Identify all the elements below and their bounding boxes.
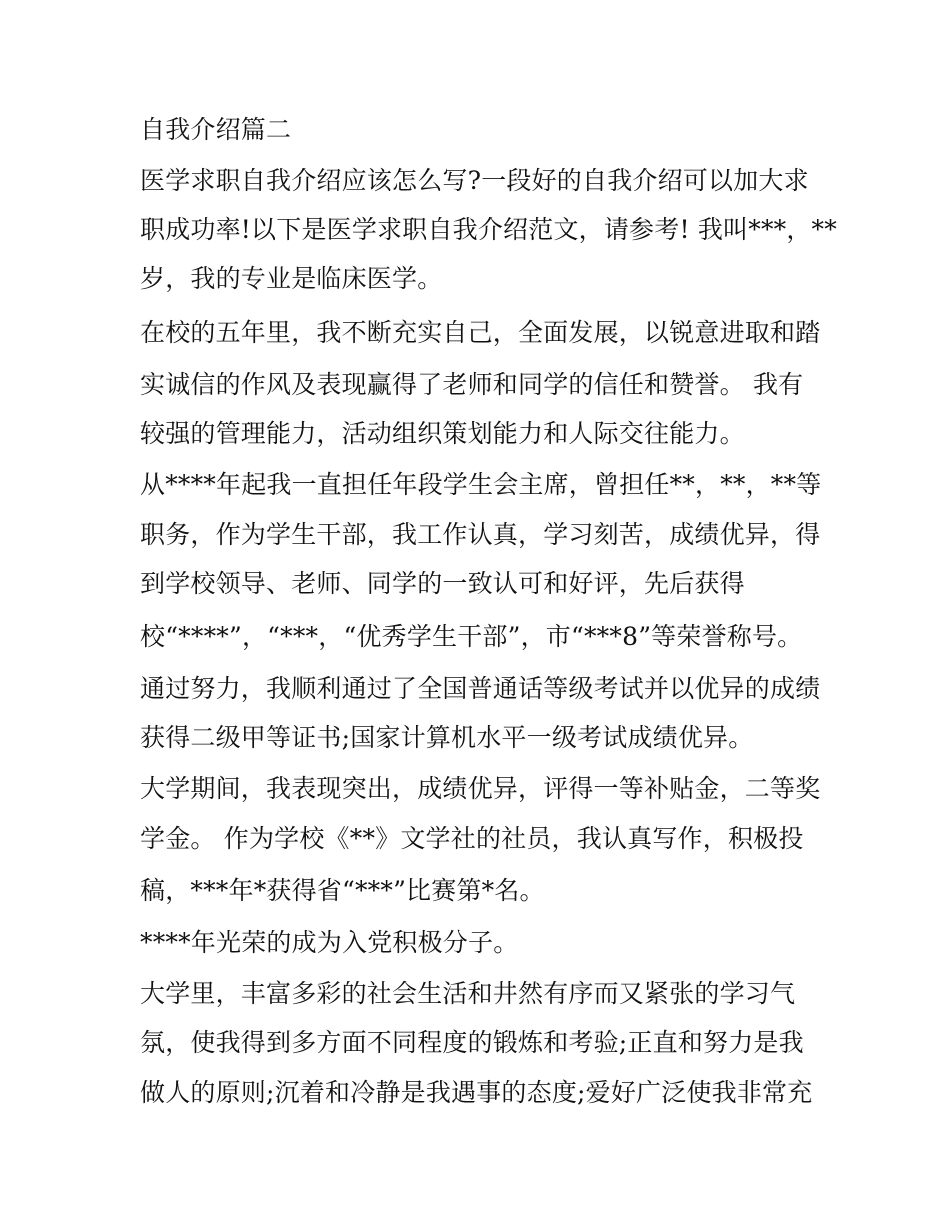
text-line: 从****年起我一直担任年段学生会主席，曾担任**，**，**等 <box>140 470 822 499</box>
text-line: 职务，作为学生干部，我工作认真，学习刻苦，成绩优异，得 <box>140 520 821 549</box>
text-line: 岁，我的专业是临床医学。 <box>140 264 443 293</box>
text-line: 获得二级甲等证书;国家计算机水平一级考试成绩优异。 <box>140 723 754 752</box>
text-line: 大学里，丰富多彩的社会生活和井然有序而又紧张的学习气 <box>140 979 796 1008</box>
text-line: 学金。 作为学校《**》文学社的社员，我认真写作，积极投 <box>140 824 804 853</box>
text-line: 实诚信的作风及表现赢得了老师和同学的信任和赞誉。 我有 <box>140 370 804 399</box>
text-line: 在校的五年里，我不断充实自己，全面发展，以锐意进取和踏 <box>140 318 821 347</box>
text-line: ****年光荣的成为入党积极分子。 <box>140 928 519 957</box>
text-line: 较强的管理能力，活动组织策划能力和人际交往能力。 <box>140 419 745 448</box>
text-line: 稿，***年*获得省“***”比赛第*名。 <box>140 876 545 905</box>
text-line: 校“****”，“***，“优秀学生干部”，市“***8”等荣誉称号。 <box>140 622 803 651</box>
text-line: 通过努力，我顺利通过了全国普通话等级考试并以优异的成绩 <box>140 674 821 703</box>
text-line: 到学校领导、老师、同学的一致认可和好评，先后获得 <box>140 569 745 598</box>
text-line: 做人的原则;沉着和冷静是我遇事的态度;爱好广泛使我非常充 <box>140 1078 813 1107</box>
text-line: 大学期间，我表现突出，成绩优异，评得一等补贴金，二等奖 <box>140 774 821 803</box>
text-line: 氛，使我得到多方面不同程度的锻炼和考验;正直和努力是我 <box>140 1028 804 1057</box>
document-title: 自我介绍篇二 <box>140 115 292 144</box>
text-line: 职成功率!以下是医学求职自我介绍范文，请参考! 我叫***，** <box>140 215 837 244</box>
text-line: 医学求职自我介绍应该怎么写?一段好的自我介绍可以加大求 <box>140 166 809 195</box>
